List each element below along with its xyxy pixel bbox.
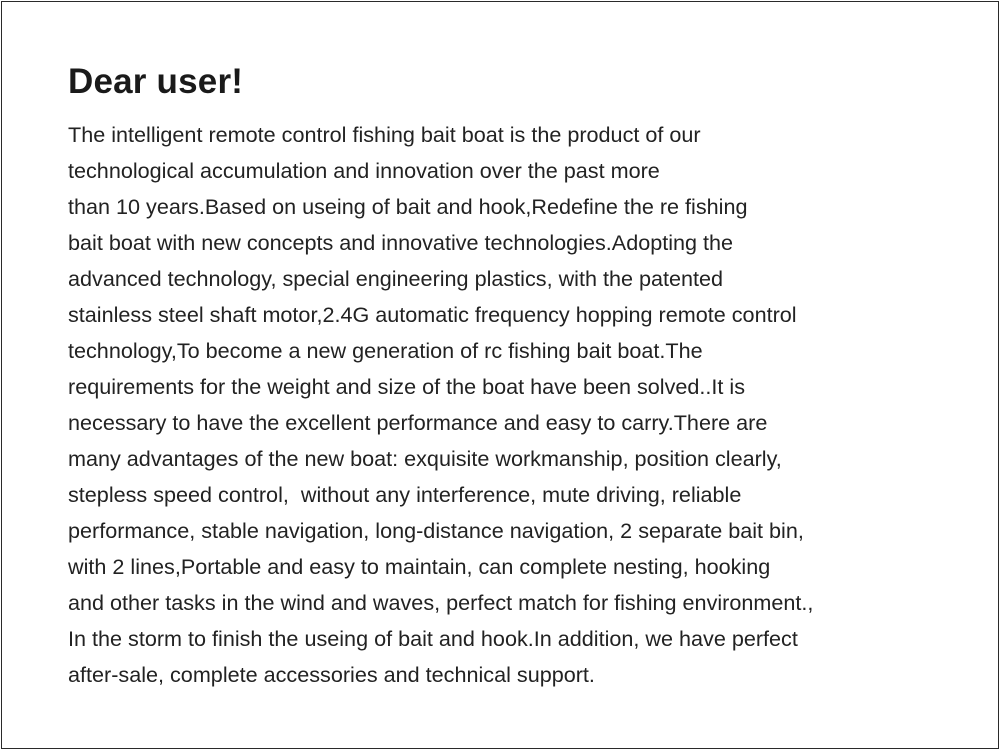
letter-body xyxy=(68,117,813,693)
body-line: many advantages of the new boat: exquisite workmanship, position clearly, xyxy=(68,446,782,471)
body-line: The intelligent remote control fishing bait boat is the product of our xyxy=(68,122,701,147)
body-line: In the storm to finish the useing of bait and hook.In addition, we have perfect xyxy=(68,626,798,651)
body-line: performance, stable navigation, long-distance navigation, 2 separate bait bin, xyxy=(68,518,804,543)
body-line: advanced technology, special engineering plastics, with the patented xyxy=(68,266,724,291)
body-line: with 2 lines,Portable and easy to maintain, can complete nesting, hooking xyxy=(68,554,771,579)
document-frame xyxy=(1,1,999,749)
body-line: stainless steel shaft motor,2.4G automatic frequency hopping remote control xyxy=(68,302,797,327)
body-line: bait boat with new concepts and innovative technologies.Adopting the xyxy=(68,230,734,255)
body-line: than 10 years.Based on useing of bait and hook,Redefine the re fishing xyxy=(68,194,748,219)
body-line: technological accumulation and innovation over the past more xyxy=(68,158,660,183)
body-line: technology,To become a new generation of rc fishing bait boat.The xyxy=(68,338,703,363)
body-line: after-sale, complete accessories and technical support. xyxy=(68,662,595,687)
body-line: requirements for the weight and size of the boat have been solved..It is xyxy=(68,374,746,399)
greeting-heading: Dear user! xyxy=(68,62,244,101)
body-line: stepless speed control, without any interference, mute driving, reliable xyxy=(68,482,742,507)
body-line: necessary to have the excellent performance and easy to carry.There are xyxy=(68,410,768,435)
body-line: and other tasks in the wind and waves, perfect match for fishing environment., xyxy=(68,590,814,615)
